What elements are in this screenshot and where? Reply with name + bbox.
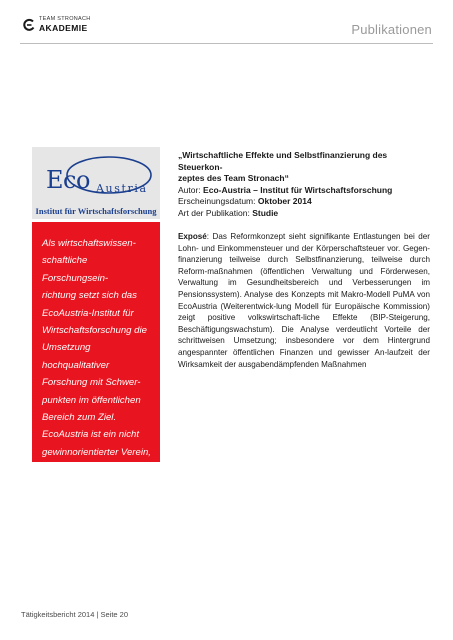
type-value: Studie: [252, 207, 279, 218]
sidebar-line: insbesondere aktuelle: [42, 516, 136, 528]
sidebar-line: EcoAustria ist ein nicht: [42, 429, 140, 441]
publication-details: [178, 150, 430, 370]
logo-title: AKADEMIE: [39, 22, 88, 33]
eco-logo-word: Eco: [46, 166, 90, 194]
sidebar-line: gewinnorientierter Verein, der: [42, 446, 151, 476]
date-line: [178, 196, 430, 208]
author-line: [178, 185, 430, 197]
type-label: Art der Publikation:: [178, 207, 253, 218]
sidebar-text: [42, 235, 155, 583]
sidebar-line: Umsetzung hochqualitativer: [42, 342, 110, 371]
author-label: Autor:: [178, 184, 204, 195]
sidebar-line: punkten im öffentlichen: [42, 394, 141, 406]
page-footer: Tätigkeitsbericht 2014 | Seite 20: [21, 610, 129, 619]
page-header: [0, 0, 453, 50]
sidebar-line: öffentlichem Interesse be-: [42, 551, 153, 563]
date-value: Oktober 2014: [257, 196, 312, 206]
type-line: [178, 208, 430, 220]
expose-label: Exposé: [178, 232, 207, 241]
sidebar-line: Forschung mit Schwer-: [42, 377, 141, 389]
author-value: Eco-Austria – Institut für Wirtschaftsforschung: [203, 184, 393, 195]
stronach-logo-icon: [22, 18, 36, 32]
team-stronach-akademie-logo: [22, 17, 91, 32]
expose-paragraph: [178, 231, 430, 370]
sidebar-line: schaftliche Forschungsein-: [42, 255, 109, 284]
title-line: „Wirtschaftliche Effekte und Selbstfinanzierung des Steuerkon-: [178, 150, 388, 172]
date-label: Erscheinungsdatum:: [178, 196, 258, 206]
austria-logo-word: Austria: [96, 182, 148, 195]
expose-text: : Das Reformkonzept sieht signifikante Entlastungen bei der Lohn- und Einkommensteuer und der Körperschaftsteuer vor. Gegen-finanzierung teilweise durch Selbstfinanzierung, teilweise durch Reform-maßnahmen (öffentlichen Verwaltung und Förderwesen, Verwaltung im Gesundheitsbereich und Verbesserungen im Pensionssystem). Analyse des Konzepts mit Makro-Modell PuMA von EcoAustria (Weiterentwick-lung Modell für Europäische Kommission) zeigt positive volkswirtschaft-liche Effekte (BIP-Steigerung, Beschäftigungswachstum). Die Analyse verdeutlicht Vorteile der schrittweisen Umsetzung; insbesondere vor dem Hintergrund angespannter öffentlichen Finanzen und gewisser An-laufzeit der Wirksamkeit der ausgabendämpfenden Maßnahmen: [178, 232, 430, 369]
sidebar-line: Themenstellungen von: [42, 533, 140, 545]
eco-logo-caption: Institut für Wirtschaftsforschung: [35, 206, 157, 216]
sidebar-line: richtung setzt sich das: [42, 290, 137, 302]
title-line: zeptes des Team Stronach“: [178, 173, 289, 183]
ecoaustria-logo: [32, 147, 160, 219]
sidebar-line: EcoAustria-Institut für: [42, 307, 134, 319]
logo-subtitle: TEAM STRONACH: [39, 16, 91, 22]
header-divider: [20, 43, 433, 44]
sidebar-line: Bereich zum Ziel.: [42, 412, 117, 424]
sidebar-line: handelt.: [42, 568, 77, 580]
sidebar-line: Als wirtschaftswissen-: [42, 238, 136, 249]
sidebar-line: neben Grundlagenforschung: [42, 481, 135, 511]
sidebar-line: Wirtschaftsforschung die: [42, 325, 147, 337]
section-title: Publikationen: [351, 22, 432, 37]
publication-title: [178, 150, 430, 185]
info-sidebar: [32, 222, 160, 580]
